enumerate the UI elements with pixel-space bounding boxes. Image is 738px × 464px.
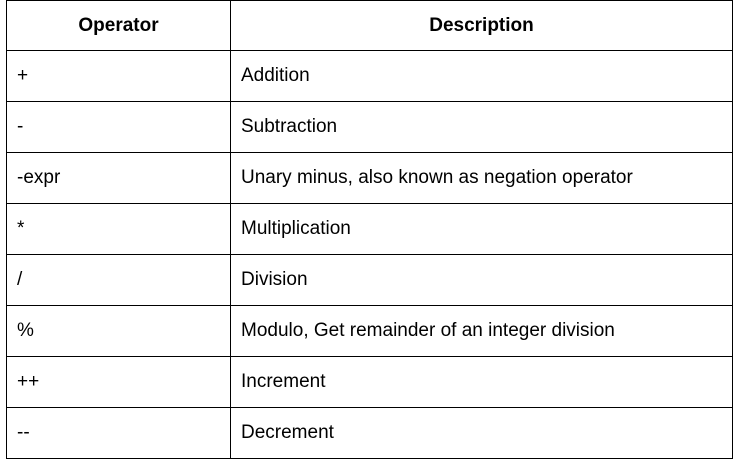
description-cell: Addition bbox=[231, 51, 733, 102]
operator-cell: / bbox=[7, 255, 231, 306]
operator-cell: + bbox=[7, 51, 231, 102]
description-cell: Subtraction bbox=[231, 102, 733, 153]
operator-cell: ++ bbox=[7, 357, 231, 408]
operator-cell: -- bbox=[7, 408, 231, 459]
description-cell: Modulo, Get remainder of an integer division bbox=[231, 306, 733, 357]
table-row bbox=[7, 408, 733, 459]
operator-table-container bbox=[6, 0, 732, 459]
description-cell: Increment bbox=[231, 357, 733, 408]
operator-cell: * bbox=[7, 204, 231, 255]
operator-table bbox=[6, 0, 733, 459]
table-row bbox=[7, 255, 733, 306]
table-row bbox=[7, 357, 733, 408]
operator-cell: - bbox=[7, 102, 231, 153]
table-row bbox=[7, 102, 733, 153]
table-header-row bbox=[7, 1, 733, 51]
operator-cell: -expr bbox=[7, 153, 231, 204]
table-row bbox=[7, 51, 733, 102]
column-header-description: Description bbox=[231, 1, 733, 51]
table-row bbox=[7, 153, 733, 204]
table-row bbox=[7, 204, 733, 255]
operator-cell: % bbox=[7, 306, 231, 357]
description-cell: Multiplication bbox=[231, 204, 733, 255]
description-cell: Division bbox=[231, 255, 733, 306]
description-cell: Unary minus, also known as negation operator bbox=[231, 153, 733, 204]
table-row bbox=[7, 306, 733, 357]
description-cell: Decrement bbox=[231, 408, 733, 459]
column-header-operator: Operator bbox=[7, 1, 231, 51]
